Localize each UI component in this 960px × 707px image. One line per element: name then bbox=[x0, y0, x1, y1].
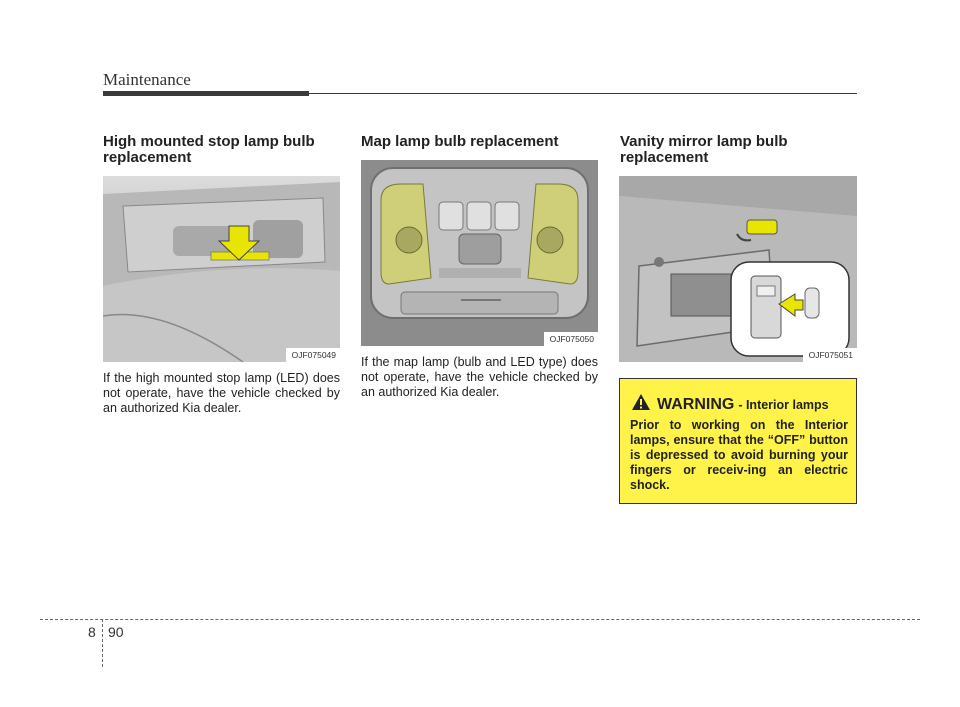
chapter-number: 8 bbox=[88, 624, 96, 640]
vanity-lamp-photo bbox=[619, 176, 857, 362]
stop-lamp-heading: High mounted stop lamp bulb replacement bbox=[103, 133, 315, 166]
warning-box bbox=[619, 378, 857, 504]
warning-subject: - Interior lamps bbox=[738, 397, 829, 412]
map-lamp-photo bbox=[361, 160, 598, 346]
figure-code: OJF075050 bbox=[544, 332, 598, 346]
stop-lamp-photo bbox=[103, 176, 340, 362]
footer-rule bbox=[40, 619, 920, 620]
footer-divider bbox=[102, 619, 103, 667]
vanity-lamp-heading: Vanity mirror lamp bulb replacement bbox=[620, 133, 788, 166]
header-rule-thick bbox=[103, 91, 309, 96]
warning-label: WARNING bbox=[657, 395, 735, 413]
section-header-title: Maintenance bbox=[103, 70, 191, 89]
stop-lamp-text: If the high mounted stop lamp (LED) does not operate, have the vehicle checked by an authorized Kia dealer. bbox=[103, 371, 340, 415]
warning-heading bbox=[631, 393, 829, 416]
page-number: 90 bbox=[108, 624, 124, 640]
figure-code: OJF075049 bbox=[286, 348, 340, 362]
figure-code: OJF075051 bbox=[803, 348, 857, 362]
warning-text: Prior to working on the Interior lamps, ensure that the “OFF” button is depressed to avoid burning your fingers or receiv-ing an electric shock. bbox=[630, 418, 848, 492]
header-rule-thin bbox=[309, 93, 857, 94]
warning-triangle-icon bbox=[631, 393, 651, 416]
map-lamp-text: If the map lamp (bulb and LED type) does not operate, have the vehicle checked by an authorized Kia dealer. bbox=[361, 355, 598, 399]
map-lamp-heading: Map lamp bulb replacement bbox=[361, 133, 559, 150]
